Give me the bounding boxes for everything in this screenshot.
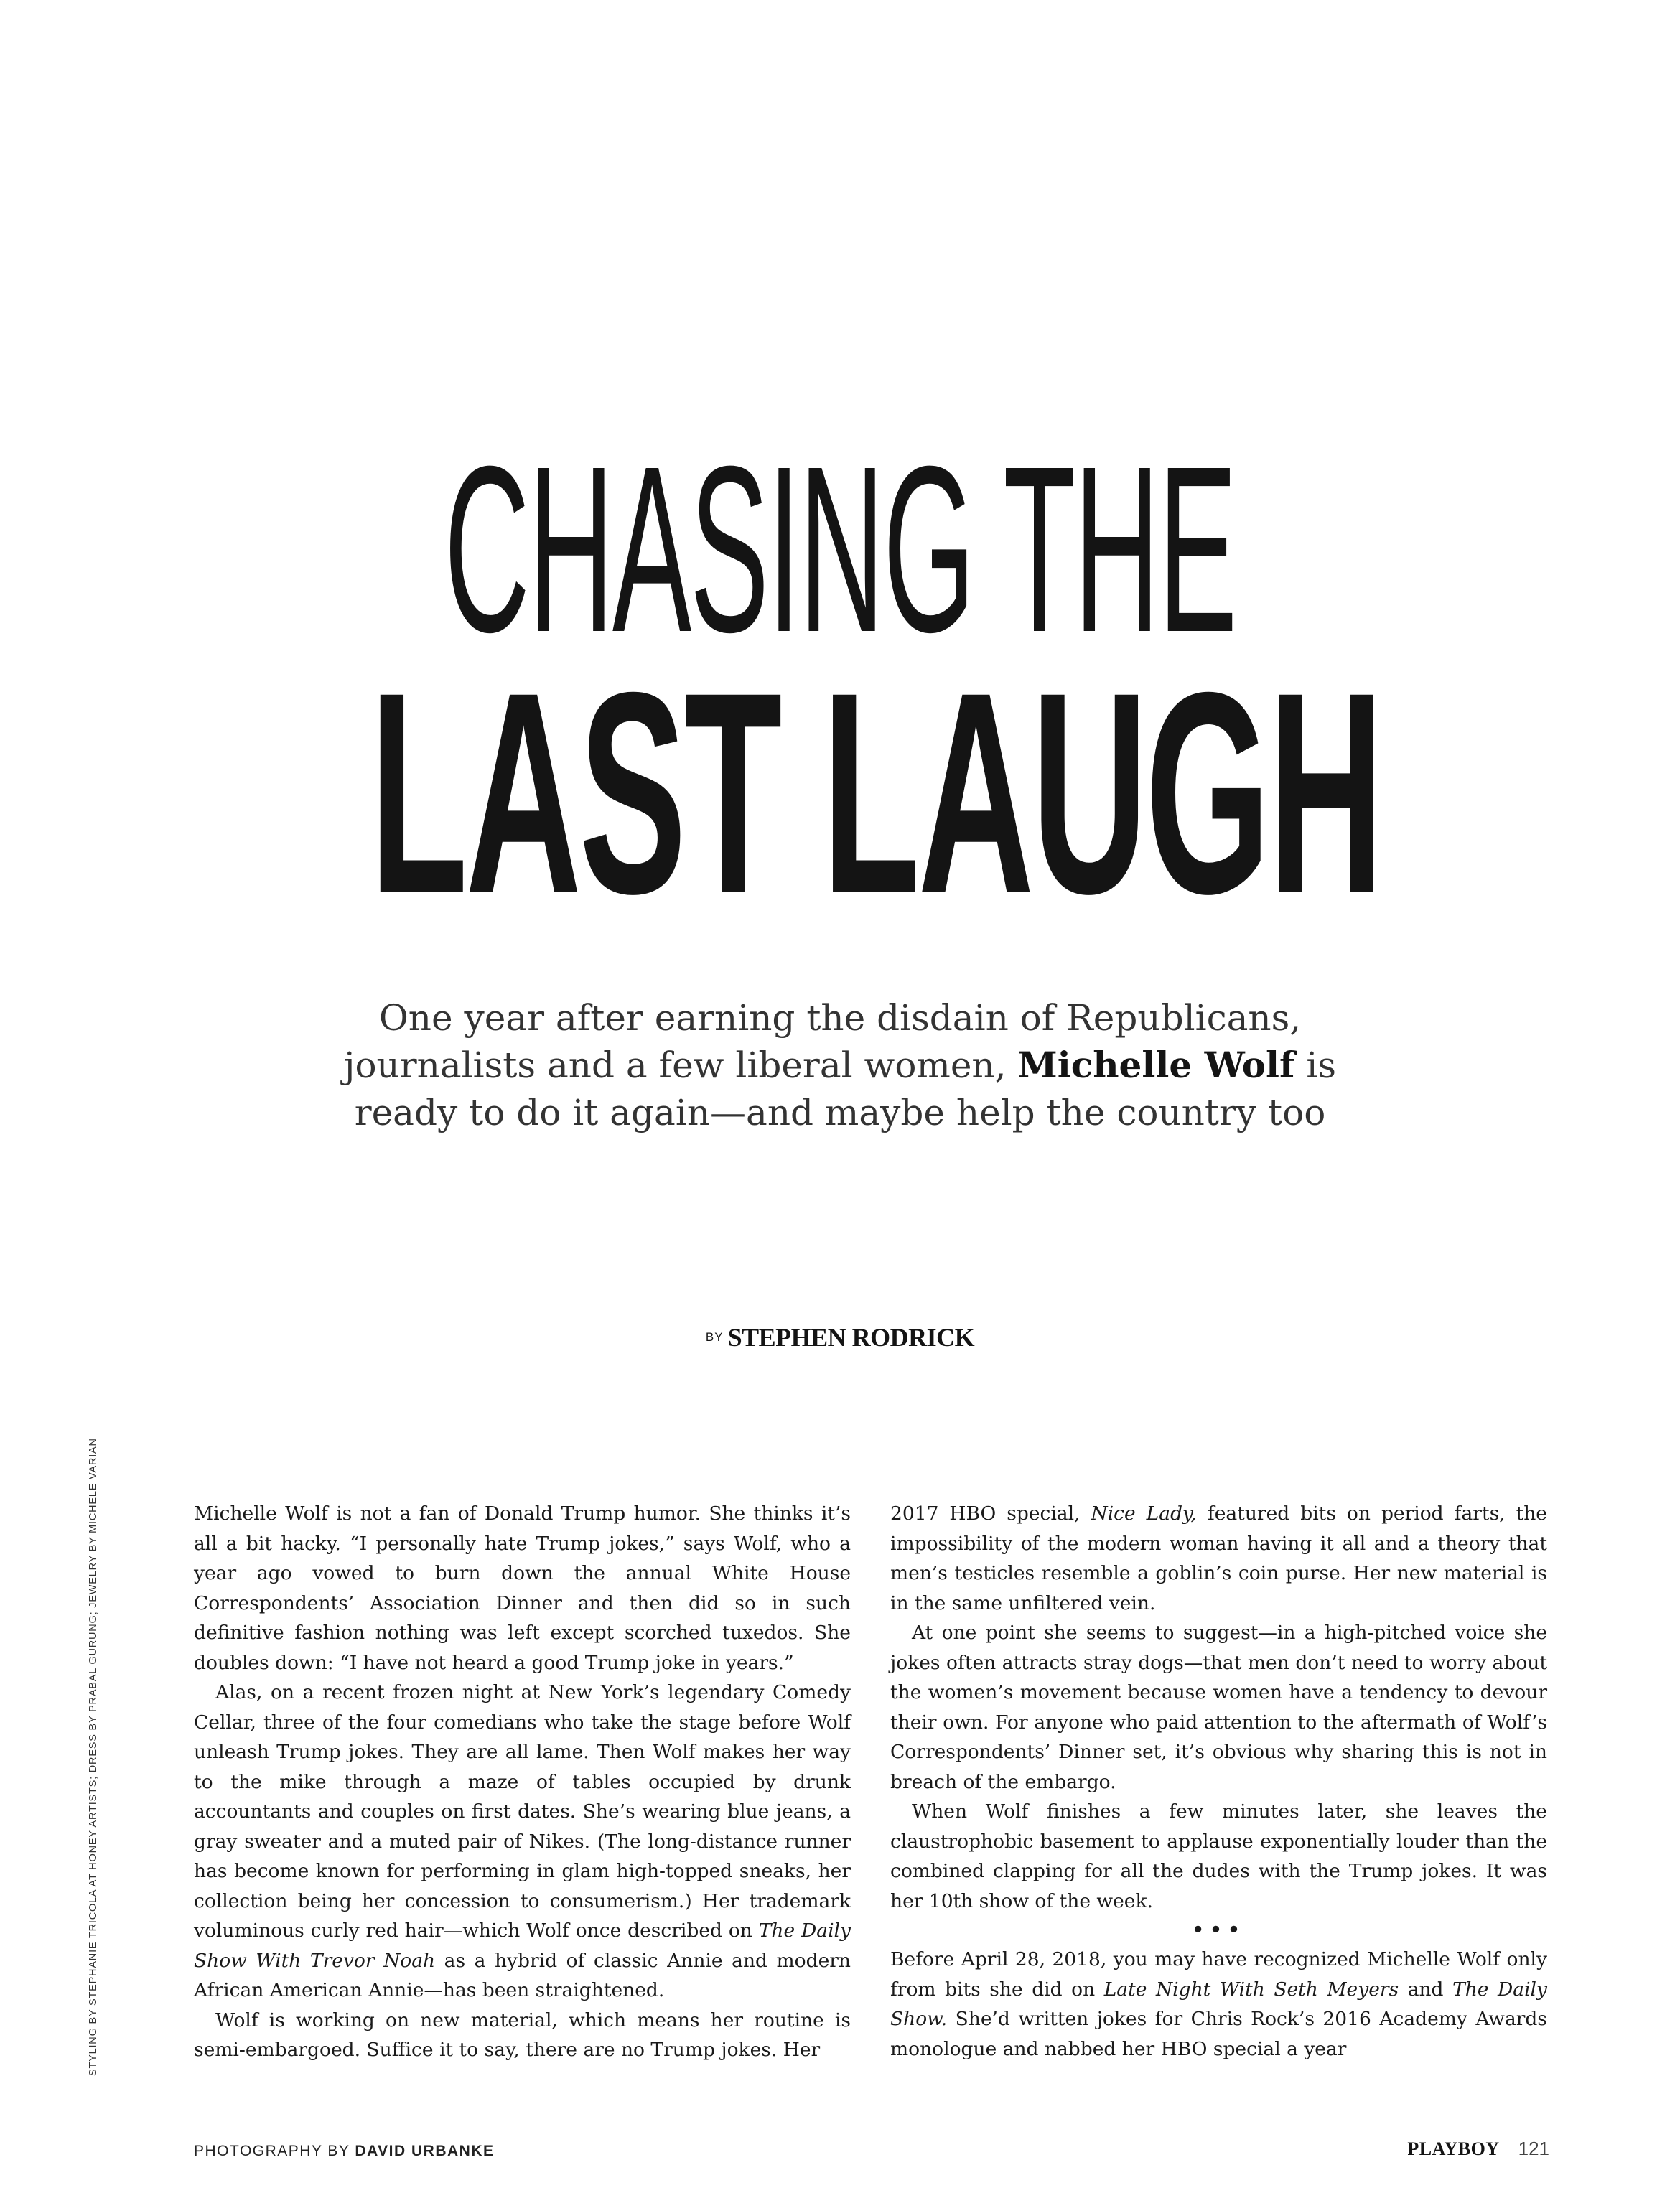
byline [0,1322,1680,1352]
text-run: Before April 28, 2018, you may have recognized Michelle Wolf only from bits she did on [890,1948,1547,2001]
byline-author: STEPHEN RODRICK [727,1323,975,1352]
magazine-name: PLAYBOY [1407,2138,1500,2159]
deck-subtitle [302,994,1378,1136]
section-break: ••• [1192,1919,1246,1941]
paragraph: When Wolf finishes a few minutes later, she leaves the claustrophobic basement to applause exponentially louder than the combined clapping for all the dudes with the Trump jokes. It was her 10th show of the week. [890,1800,1547,1912]
folio [1407,2138,1549,2160]
paragraph: At one point she seems to suggest—in a high-pitched voice she jokes often attracts stray dogs—that men don’t need to worry about the women’s movement because women have a tendency to devour their own. For anyone who paid attention to the aftermath of Wolf’s Correspondents’ Dinner set, it’s obvious why sharing this is not in breach of the embargo. [890,1622,1547,1793]
page-number: 121 [1518,2138,1549,2159]
special-title: Nice Lady, [1091,1502,1197,1525]
text-run: 2017 HBO special, [890,1502,1091,1525]
deck-text-end: is ready to do it again—and maybe help the country too [354,1044,1337,1133]
photo-credit [194,2143,495,2160]
headline-line-1: CHASING THE [444,416,1236,681]
text-run: Alas, on a recent frozen night at New York’s legendary Comedy Cellar, three of the four comedians who take the stage before Wolf unleash Trump jokes. They are all lame. Then Wolf makes her way to the mike through a maze of tables occupied by drunk accountants and couples on first dates. She’s wearing blue jeans, a gray sweater and a muted pair of Nikes. (The long-distance runner has become known for performing in glam high-topped sneaks, her collection being her concession to consumerism.) Her trademark voluminous curly red hair—which Wolf once described on [194,1681,851,1942]
paragraph: Wolf is working on new material, which means her routine is semi-embargoed. Suffice it to say, there are no Trump jokes. Her [194,2009,851,2061]
show-title: The Daily Show With Trevor Noah [194,1920,851,1972]
photographer-name: DAVID URBANKE [355,2143,495,2159]
deck-text-start: One year after earning the disdain of Republicans, journalists and a few liberal women, [343,997,1302,1086]
photo-credit-prefix: PHOTOGRAPHY BY [194,2143,355,2159]
paragraph [194,1678,851,2006]
byline-prefix: BY [705,1330,724,1344]
show-title: Late Night With Seth Meyers [1103,1978,1399,2001]
text-run: and [1399,1978,1453,2001]
text-run: as a hybrid of classic Annie and modern African American Annie—has been straightened. [194,1949,851,2001]
styling-credit: STYLING BY STEPHANIE TRICOLA AT HONEY ARTISTS; DRESS BY PRABAL GURUNG; JEWELRY BY MICHELE VARIAN [88,1438,99,2076]
paragraph: Michelle Wolf is not a fan of Donald Trump humor. She thinks it’s all a bit hacky. “I personally hate Trump jokes,” says Wolf, who a year ago vowed to burn down the annual White House Correspondents’ Association Dinner and then did so in such definitive fashion nothing was left except scorched tuxedos. She doubles down: “I have not heard a good Trump joke in years.” [194,1502,851,1674]
paragraph [890,1945,1547,2064]
body-column-right [890,1499,1547,2064]
headline-line-2: LAST LAUGH [369,632,1382,953]
paragraph [890,1499,1547,1618]
text-run: She’d written jokes for Chris Rock’s 2016 Academy Awards monologue and nabbed her HBO special a year [890,2008,1547,2060]
body-column-left [194,1499,851,2065]
text-run: featured bits on period farts, the impossibility of the modern woman having it all and a theory that men’s testicles resemble a goblin’s coin purse. Her new material is in the same unfiltered vein. [890,1502,1547,1614]
deck-subject-name: Michelle Wolf [1017,1044,1295,1086]
show-title: The Daily Show. [890,1978,1547,2030]
